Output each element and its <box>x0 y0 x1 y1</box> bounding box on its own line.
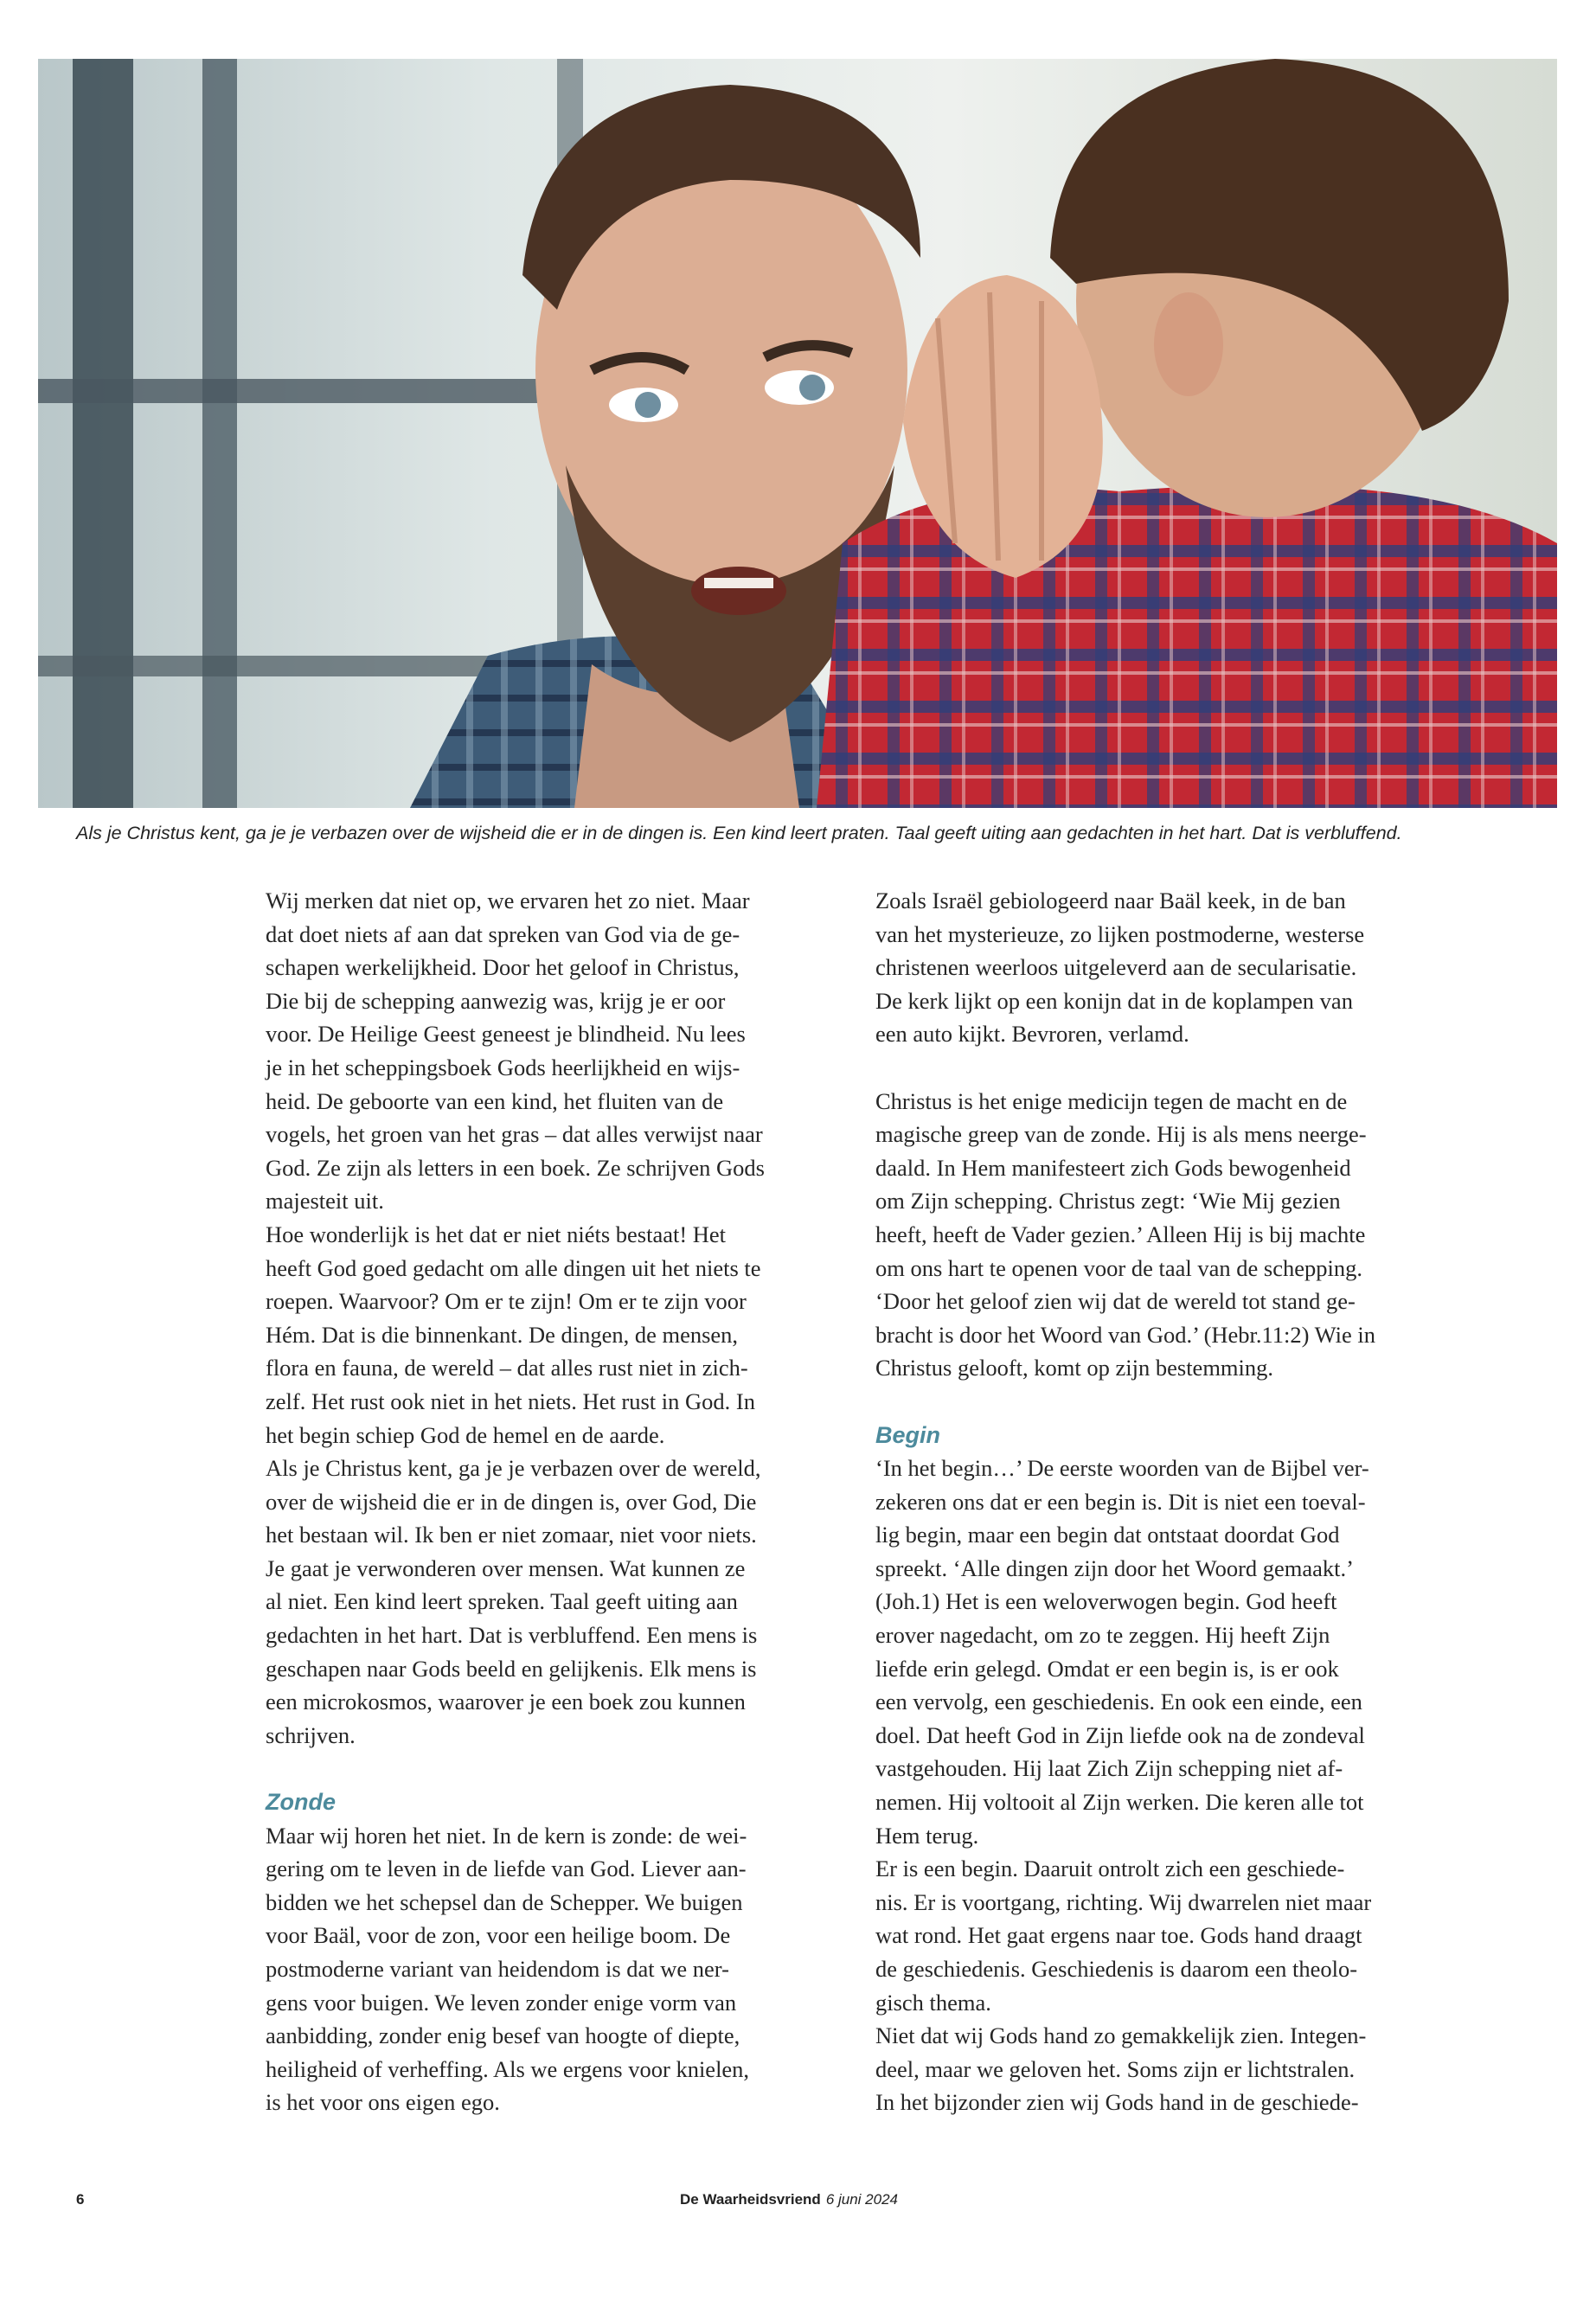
text-line: wat rond. Het gaat ergens naar toe. Gods hand draagt <box>875 1922 1362 1949</box>
section-heading-begin: Begin <box>875 1421 941 1448</box>
publication-footer <box>680 2191 898 2208</box>
text-line: al niet. Een kind leert spreken. Taal geeft uiting aan <box>266 1588 738 1615</box>
paragraph <box>875 2019 1446 2119</box>
paragraph <box>266 1452 836 1752</box>
text-line: geschapen naar Gods beeld en gelijkenis. Elk mens is <box>266 1655 757 1682</box>
text-line: Als je Christus kent, ga je je verbazen over de wereld, <box>266 1455 761 1482</box>
text-line: Wij merken dat niet op, we ervaren het zo niet. Maar <box>266 888 750 913</box>
text-line: magische greep van de zonde. Hij is als mens neerge- <box>875 1121 1367 1148</box>
text-line: nis. Er is voortgang, richting. Wij dwarrelen niet maar <box>875 1888 1372 1915</box>
text-line: vogels, het groen van het gras – dat alles verwijst naar <box>266 1121 763 1148</box>
text-line: het bestaan wil. Ik ben er niet zomaar, niet voor niets. <box>266 1522 757 1548</box>
text-line: Zoals Israël gebiologeerd naar Baäl keek, in de ban <box>875 888 1346 913</box>
text-line: God. Ze zijn als letters in een boek. Ze schrijven Gods <box>266 1154 765 1181</box>
text-line: liefde erin gelegd. Omdat er een begin is, is er ook <box>875 1655 1339 1682</box>
paragraph <box>875 884 1446 1051</box>
text-line: dat doet niets af aan dat spreken van God via de ge- <box>266 920 740 947</box>
text-line: zelf. Het rust ook niet in het niets. Het rust in God. In <box>266 1388 755 1414</box>
text-line: lig begin, maar een begin dat ontstaat doordat God <box>875 1522 1340 1548</box>
paragraph-gap <box>875 1385 1446 1419</box>
text-line: majesteit uit. <box>266 1188 384 1215</box>
paragraph <box>266 884 836 1218</box>
text-line: Maar wij horen het niet. In de kern is zonde: de wei- <box>266 1822 747 1849</box>
text-line: voor. De Heilige Geest geneest je blindheid. Nu lees <box>266 1021 746 1048</box>
text-line: bidden we het schepsel dan de Schepper. We buigen <box>266 1888 743 1915</box>
text-line: is het voor ons eigen ego. <box>266 2089 500 2116</box>
text-line: Hoe wonderlijk is het dat er niet niéts bestaat! Het <box>266 1221 727 1247</box>
text-line: aanbidding, zonder enig besef van hoogte of diepte, <box>266 2022 740 2049</box>
article-photo <box>38 59 1557 808</box>
text-line: doel. Dat heeft God in Zijn liefde ook na de zondeval <box>875 1721 1365 1748</box>
text-line: vastgehouden. Hij laat Zich Zijn schepping niet af- <box>875 1755 1343 1782</box>
text-line: heid. De geboorte van een kind, het fluiten van de <box>266 1087 724 1114</box>
text-line: flora en fauna, de wereld – dat alles rust niet in zich- <box>266 1355 748 1381</box>
text-line: zekeren ons dat er een begin is. Dit is niet een toeval- <box>875 1488 1366 1515</box>
text-line: ‘In het begin…’ De eerste woorden van de Bijbel ver- <box>875 1455 1369 1482</box>
text-line: heiligheid of verheffing. Als we ergens voor knielen, <box>266 2055 750 2082</box>
text-line: voor Baäl, voor de zon, voor een heilige boom. De <box>266 1922 731 1949</box>
text-line: gering om te leven in de liefde van God. Liever aan- <box>266 1856 747 1882</box>
text-line: Christus gelooft, komt op zijn bestemming. <box>875 1355 1274 1381</box>
paragraph <box>266 1218 836 1452</box>
text-line: Hem terug. <box>875 1822 979 1849</box>
text-line: de geschiedenis. Geschiedenis is daarom een theolo- <box>875 1956 1358 1982</box>
text-line: gedachten in het hart. Dat is verbluffend. Een mens is <box>266 1622 758 1649</box>
right-column <box>875 884 1446 2119</box>
text-line: Die bij de schepping aanwezig was, krijg je er oor <box>266 987 726 1014</box>
photo-man-and-boy-whispering-icon <box>38 59 1557 808</box>
text-line: erover nagedacht, om zo te zeggen. Hij heeft Zijn <box>875 1622 1330 1649</box>
text-line: om Zijn schepping. Christus zegt: ‘Wie Mij gezien <box>875 1188 1341 1215</box>
text-line: gisch thema. <box>875 1989 991 2016</box>
text-line: deel, maar we geloven het. Soms zijn er lichtstralen. <box>875 2055 1356 2082</box>
paragraph <box>875 1852 1446 2019</box>
text-line: nemen. Hij voltooit al Zijn werken. Die keren alle tot <box>875 1789 1364 1816</box>
text-line: gens voor buigen. We leven zonder enige vorm van <box>266 1989 737 2016</box>
text-line: Hém. Dat is die binnenkant. De dingen, de mensen, <box>266 1321 739 1348</box>
text-line: een microkosmos, waarover je een boek zou kunnen <box>266 1689 746 1715</box>
paragraph <box>266 1819 836 2119</box>
text-line: Er is een begin. Daaruit ontrolt zich een geschiede- <box>875 1856 1345 1882</box>
text-line: het begin schiep God de hemel en de aarde. <box>266 1421 665 1448</box>
page-number: 6 <box>76 2191 85 2208</box>
text-line: heeft, heeft de Vader gezien.’ Alleen Hij is bij machte <box>875 1221 1366 1247</box>
text-line: daald. In Hem manifesteert zich Gods bewogenheid <box>875 1154 1351 1181</box>
section-heading-zonde: Zonde <box>266 1789 336 1816</box>
text-line: een auto kijkt. Bevroren, verlamd. <box>875 1021 1189 1048</box>
text-line: om ons hart te openen voor de taal van de schepping. <box>875 1254 1362 1281</box>
text-line: postmoderne variant van heidendom is dat we ner- <box>266 1956 729 1982</box>
publication-name: De Waarheidsvriend <box>680 2191 821 2208</box>
paragraph <box>875 1085 1446 1385</box>
text-line: schapen werkelijkheid. Door het geloof in Christus, <box>266 954 740 981</box>
text-line: een vervolg, een geschiedenis. En ook een einde, een <box>875 1689 1362 1715</box>
paragraph <box>875 1452 1446 1852</box>
text-line: schrijven. <box>266 1721 356 1748</box>
photo-caption: Als je Christus kent, ga je je verbazen over de wijsheid die er in de dingen is. Een kind leert praten. Taal geeft uiting aan gedachten in het hart. Dat is verbluffend. <box>76 823 1402 843</box>
text-line: bracht is door het Woord van God.’ (Hebr.11:2) Wie in <box>875 1321 1375 1348</box>
text-line: Niet dat wij Gods hand zo gemakkelijk zien. Integen- <box>875 2022 1367 2049</box>
text-line: je in het scheppingsboek Gods heerlijkheid en wijs- <box>266 1054 740 1080</box>
text-line: spreekt. ‘Alle dingen zijn door het Woord gemaakt.’ <box>875 1554 1354 1581</box>
text-line: christenen weerloos uitgeleverd aan de secularisatie. <box>875 954 1357 981</box>
text-line: De kerk lijkt op een konijn dat in de koplampen van <box>875 987 1353 1014</box>
text-line: over de wijsheid die er in de dingen is, over God, Die <box>266 1488 757 1515</box>
text-line: heeft God goed gedacht om alle dingen uit het niets te <box>266 1254 761 1281</box>
text-line: ‘Door het geloof zien wij dat de wereld tot stand ge- <box>875 1288 1356 1315</box>
text-line: Christus is het enige medicijn tegen de macht en de <box>875 1087 1348 1114</box>
text-line: Je gaat je verwonderen over mensen. Wat kunnen ze <box>266 1554 746 1581</box>
text-line: roepen. Waarvoor? Om er te zijn! Om er te zijn voor <box>266 1288 747 1315</box>
left-column <box>266 884 836 2119</box>
text-line: van het mysterieuze, zo lijken postmoderne, westerse <box>875 920 1365 947</box>
paragraph-gap <box>266 1752 836 1785</box>
publication-date: 6 juni 2024 <box>825 2191 898 2208</box>
paragraph-gap <box>875 1051 1446 1085</box>
text-line: In het bijzonder zien wij Gods hand in de geschiede- <box>875 2089 1359 2116</box>
text-line: (Joh.1) Het is een weloverwogen begin. God heeft <box>875 1588 1337 1615</box>
